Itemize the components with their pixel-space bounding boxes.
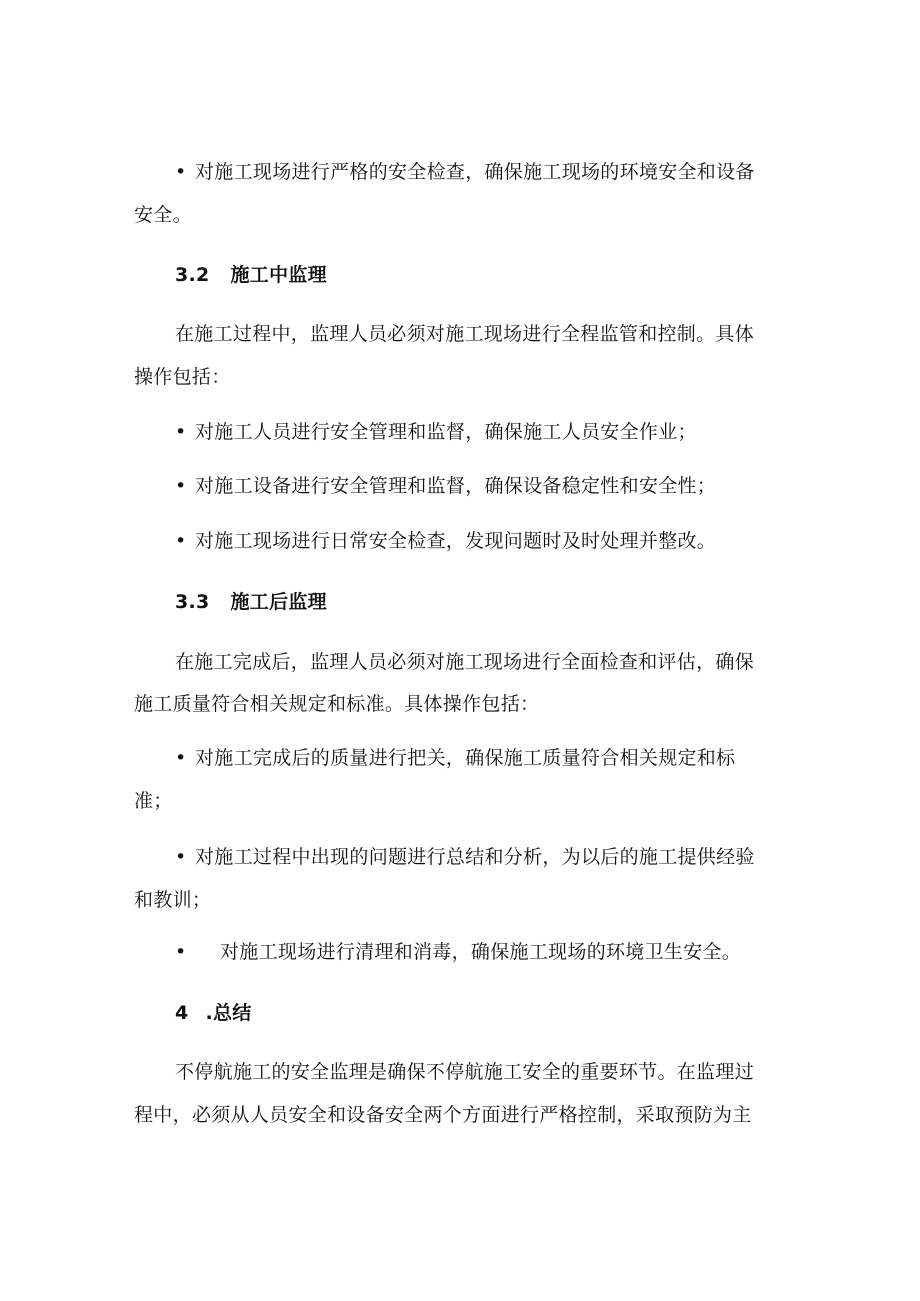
section-title: .总结 (205, 1002, 252, 1024)
paragraph-line: 在施工完成后，监理人员必须对施工现场进行全面检查和评估，确保 (175, 651, 755, 673)
bullet-glyph: • (175, 421, 187, 443)
section-heading (175, 588, 327, 616)
bullet-text: 对施工设备进行安全管理和监督，确保设备稳定性和安全性； (195, 475, 717, 497)
bullet-glyph: • (175, 941, 187, 963)
paragraph-line: 在施工过程中，监理人员必须对施工现场进行全程监管和控制。具体 (175, 323, 755, 345)
bullet-glyph: • (175, 475, 187, 497)
bullet-item (175, 472, 716, 500)
bullet-text-continuation: 准； (134, 790, 173, 812)
bullet-glyph: • (175, 747, 187, 769)
bullet-text: 对施工过程中出现的问题进行总结和分析，为以后的施工提供经验 (195, 846, 755, 868)
bullet-item (175, 418, 697, 446)
bullet-text: 对施工现场进行严格的安全检查，确保施工现场的环境安全和设备 (195, 161, 755, 183)
section-heading (175, 999, 252, 1027)
bullet-glyph: • (175, 846, 187, 868)
bullet-text: 对施工人员进行安全管理和监督，确保施工人员安全作业； (195, 421, 697, 443)
paragraph-line: 不停航施工的安全监理是确保不停航施工安全的重要环节。在监理过 (175, 1061, 755, 1083)
bullet-item (175, 744, 735, 772)
bullet-item (175, 527, 716, 555)
bullet-item (175, 158, 755, 186)
bullet-glyph: • (175, 530, 187, 552)
section-title: 施工中监理 (230, 264, 327, 286)
bullet-text: 对施工完成后的质量进行把关，确保施工质量符合相关规定和标 (195, 747, 736, 769)
paragraph-line: 操作包括： (134, 366, 231, 388)
bullet-text: 对施工现场进行清理和消毒，确保施工现场的环境卫生安全。 (220, 941, 742, 963)
section-heading (175, 261, 327, 289)
section-number: 3.3 (175, 591, 210, 613)
bullet-item (175, 843, 755, 871)
paragraph-line: 施工质量符合相关规定和标准。具体操作包括： (134, 693, 540, 715)
bullet-text-continuation: 安全。 (134, 204, 192, 226)
section-number: 4 (175, 1002, 189, 1024)
bullet-text-continuation: 和教训； (134, 889, 212, 911)
section-title: 施工后监理 (230, 591, 327, 613)
bullet-text: 对施工现场进行日常安全检查，发现问题时及时处理并整改。 (195, 530, 717, 552)
paragraph-line: 程中，必须从人员安全和设备安全两个方面进行严格控制，采取预防为主 (134, 1104, 752, 1126)
bullet-glyph: • (175, 161, 187, 183)
bullet-item (175, 938, 741, 966)
section-number: 3.2 (175, 264, 210, 286)
